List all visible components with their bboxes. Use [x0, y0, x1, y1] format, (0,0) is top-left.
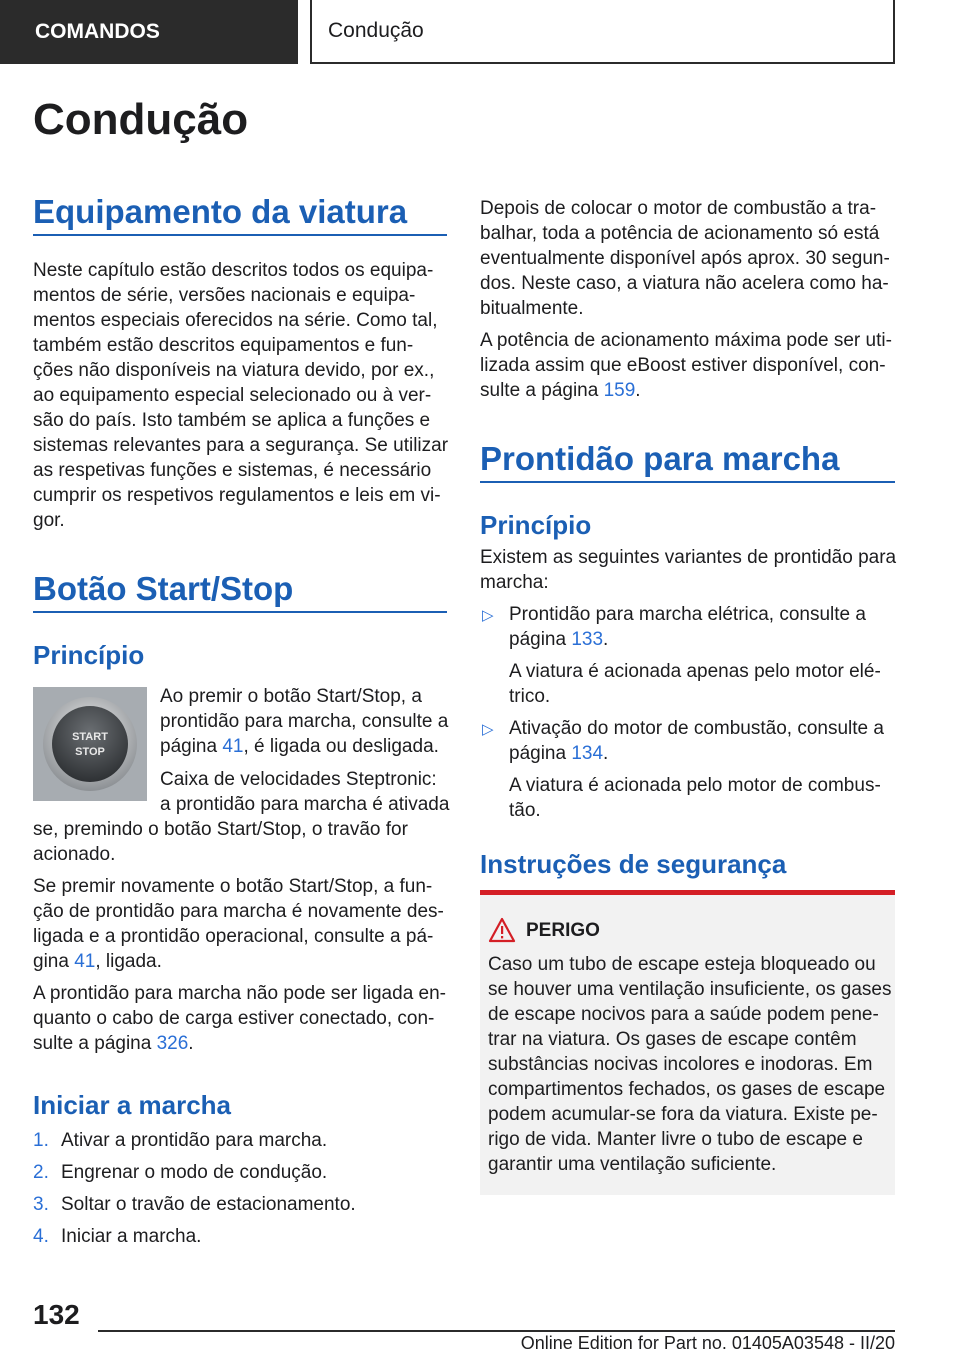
text-line: A prontidão para marcha não pode ser ligada en- — [33, 983, 446, 1004]
chapter-tab-label: Condução — [328, 19, 424, 42]
warning-triangle-icon — [488, 917, 516, 943]
bullet-item-1-note — [509, 659, 881, 709]
text-line: compartimentos fechados, os gases de escape — [488, 1079, 886, 1100]
heading-equipamento: Equipamento da viatura — [33, 193, 408, 230]
text-line: cumprir os respetivos regulamentos e leis em vi- — [33, 485, 441, 506]
list-item — [33, 1128, 327, 1153]
bullet-triangle-icon: ▷ — [482, 607, 494, 624]
text-line: também estão descritos equipamentos e fun- — [33, 335, 414, 356]
text-line: se, premindo o botão Start/Stop, o travão for — [33, 819, 408, 840]
step-text: Soltar o travão de estacionamento. — [61, 1194, 356, 1215]
text-line: Ativação do motor de combustão, consulte a — [509, 718, 884, 739]
text-fragment: página — [509, 629, 572, 650]
text-fragment: . — [188, 1033, 194, 1054]
warning-box — [480, 895, 895, 1195]
text-line: mentos de série, versões nacionais e equipa- — [33, 285, 416, 306]
text-line — [480, 378, 892, 403]
text-line: Existem as seguintes variantes de prontidão para — [480, 547, 897, 568]
eboost-paragraph-2 — [480, 328, 892, 403]
text-line: Caixa de velocidades Steptronic: — [160, 769, 437, 790]
page-link[interactable]: 41 — [74, 951, 96, 972]
page-link[interactable]: 326 — [156, 1033, 189, 1054]
text-line: marcha: — [480, 572, 549, 593]
page-title: Condução — [33, 95, 249, 144]
text-line: Ao premir o botão Start/Stop, a — [160, 686, 422, 707]
text-fragment: . — [635, 380, 641, 401]
text-line: substâncias nocivas incolores e inodoras. Em — [488, 1054, 873, 1075]
eboost-paragraph-1 — [480, 196, 890, 321]
text-line: acionado. — [33, 844, 116, 865]
section-tab-label: COMANDOS — [35, 20, 160, 43]
text-line: Caso um tubo de escape esteja bloqueado ou — [488, 954, 876, 975]
page-link[interactable]: 134 — [571, 743, 604, 764]
text-line: A viatura é acionada apenas pelo motor elé- — [509, 661, 881, 682]
text-line — [160, 734, 448, 759]
text-line: dos. Neste caso, a viatura não acelera como ha- — [480, 273, 889, 294]
step-text: Iniciar a marcha. — [61, 1226, 202, 1247]
text-line: ligada e a prontidão operacional, consulte a pá- — [33, 926, 434, 947]
start-paragraph-2b — [33, 817, 408, 867]
page-number: 132 — [33, 1299, 80, 1330]
page-link[interactable]: 159 — [603, 380, 636, 401]
text-line: garantir uma ventilação suficiente. — [488, 1154, 777, 1175]
button-label-start: START — [72, 731, 108, 743]
start-paragraph-2a — [160, 767, 449, 817]
text-line: são do país. Isto também se aplica a funções e — [33, 410, 431, 431]
text-fragment: . — [603, 743, 609, 764]
text-fragment: , ligada. — [95, 951, 162, 972]
page-link[interactable]: 41 — [222, 736, 244, 757]
text-line: podem acumular-se fora da viatura. Existe pe- — [488, 1104, 878, 1125]
text-line: lizada assim que eBoost estiver disponível, con- — [480, 355, 886, 376]
step-number: 1. — [33, 1130, 49, 1151]
equipamento-paragraph — [33, 258, 448, 533]
text-line: A potência de acionamento máxima pode ser uti- — [480, 330, 892, 351]
text-line: gor. — [33, 510, 65, 531]
step-number: 2. — [33, 1162, 49, 1183]
button-label-stop: STOP — [75, 746, 105, 758]
text-line: Prontidão para marcha elétrica, consulte a — [509, 604, 866, 625]
start-paragraph-1 — [160, 684, 448, 759]
step-text: Ativar a prontidão para marcha. — [61, 1130, 328, 1151]
page-link[interactable]: 133 — [571, 629, 604, 650]
text-line: Neste capítulo estão descritos todos os equipa- — [33, 260, 434, 281]
warning-text — [488, 952, 891, 1177]
text-line: rigo de vida. Manter livre o tubo de escape e — [488, 1129, 863, 1150]
text-line: de escape nocivos para a saúde podem pene- — [488, 1004, 879, 1025]
bullet-item-2 — [509, 716, 884, 766]
bullet-item-2-note — [509, 773, 881, 823]
text-line: A viatura é acionada pelo motor de combus- — [509, 775, 881, 796]
text-line: ção de prontidão para marcha é novamente des- — [33, 901, 444, 922]
start-paragraph-4 — [33, 981, 446, 1056]
text-line: mentos especiais oferecidos na série. Como tal, — [33, 310, 438, 331]
heading-iniciar-marcha: Iniciar a marcha — [33, 1090, 231, 1120]
text-line: as respetivas funções e sistemas, é necessário — [33, 460, 432, 481]
step-text: Engrenar o modo de condução. — [61, 1162, 328, 1183]
start-paragraph-3 — [33, 874, 444, 974]
bullet-triangle-icon: ▷ — [482, 721, 494, 738]
bullet-item-1 — [509, 602, 866, 652]
heading-start-stop: Botão Start/Stop — [33, 570, 294, 607]
text-line — [509, 741, 884, 766]
text-line: balhar, toda a potência de acionamento só está — [480, 223, 880, 244]
heading-seguranca: Instruções de segurança — [480, 849, 787, 879]
list-item — [33, 1160, 327, 1185]
text-line: prontidão para marcha, consulte a — [160, 711, 449, 732]
text-fragment: gina — [33, 951, 75, 972]
chapter-tab — [310, 0, 895, 64]
text-line: tão. — [509, 800, 541, 821]
text-line: Se premir novamente o botão Start/Stop, a fun- — [33, 876, 433, 897]
text-line — [33, 949, 444, 974]
heading-prontidao: Prontidão para marcha — [480, 440, 840, 477]
start-stop-button-icon — [33, 687, 147, 801]
heading-principio-right: Princípio — [480, 510, 592, 540]
start-stop-button-image — [33, 687, 147, 801]
text-fragment: página — [509, 743, 572, 764]
text-line: se houver uma ventilação insuficiente, os gases — [488, 979, 892, 1000]
list-item — [33, 1192, 356, 1217]
text-fragment: página — [160, 736, 223, 757]
text-fragment: sulte a página — [33, 1033, 157, 1054]
prontidao-paragraph — [480, 545, 896, 595]
text-line: ao equipamento especial selecionado ou à ver- — [33, 385, 432, 406]
text-line: ções não disponíveis na viatura devido, por ex., — [33, 360, 435, 381]
footer-rule — [98, 1330, 895, 1332]
text-fragment: sulte a página — [480, 380, 604, 401]
step-number: 3. — [33, 1194, 49, 1215]
text-line — [33, 1031, 446, 1056]
heading-rule — [33, 234, 447, 236]
heading-principio-left: Princípio — [33, 640, 145, 670]
section-tab — [0, 0, 298, 64]
warning-title: PERIGO — [526, 920, 600, 941]
step-number: 4. — [33, 1226, 49, 1247]
edition-footer: Online Edition for Part no. 01405A03548 - II/20 — [520, 1333, 895, 1353]
text-fragment: . — [603, 629, 609, 650]
text-line: a prontidão para marcha é ativada — [160, 794, 450, 815]
list-item — [33, 1224, 201, 1249]
heading-rule — [480, 481, 895, 483]
text-line: eventualmente disponível após aprox. 30 segun- — [480, 248, 890, 269]
text-line — [509, 627, 866, 652]
text-line: trico. — [509, 686, 551, 707]
heading-rule — [33, 611, 447, 613]
text-fragment: , é ligada ou desligada. — [243, 736, 439, 757]
text-line: Depois de colocar o motor de combustão a tra- — [480, 198, 877, 219]
text-line: trar na viatura. Os gases de escape contêm — [488, 1029, 857, 1050]
text-line: bitualmente. — [480, 298, 584, 319]
text-line: sistemas relevantes para a segurança. Se utilizar — [33, 435, 449, 456]
text-line: quanto o cabo de carga estiver conectado, con- — [33, 1008, 435, 1029]
